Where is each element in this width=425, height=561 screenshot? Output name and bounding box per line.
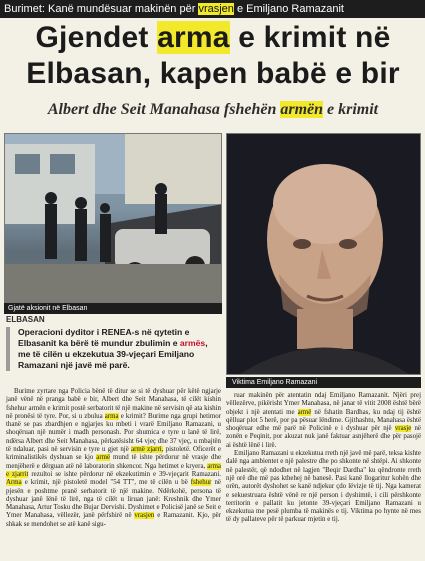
article-highlight: armë (96, 454, 111, 462)
article-paragraph (226, 392, 421, 450)
kicker-text: Burimet: Kanë mundësuar makinën për (4, 3, 199, 15)
article-text: Burime zyrtare nga Policia bënë të ditur se si të dyshuar për këtë ngjarje janë vënë në pranga babë e bir, Albert dhe Seit Manahasa, të cilët kishin fshehur armën e krimit postë serbatorit të një makine në servisin që ata kishin në pronësi të tyre. Por, si u zbulua (6, 388, 221, 420)
subheadline (6, 101, 420, 119)
kicker-text-end: e Emiljano Ramazanit (233, 3, 344, 15)
article-highlight: armë zjarri, (131, 446, 164, 454)
headline-text: Gjendet (35, 21, 158, 54)
article-highlight: vrasje (394, 425, 412, 433)
headline-text-end: e krimit në (229, 21, 391, 54)
article-text: mund të ishte përdorur në vrasje dhe menjëherë e dërguan atë në laboratorin shkencor. Nga hetimet e kryera, (6, 454, 221, 470)
article-highlight: arma e zjarrit (6, 462, 221, 478)
lead-highlight: armës (179, 338, 206, 348)
headline-line-2: Elbasan, kapen babë e bir (26, 57, 400, 90)
article-column-right (226, 392, 421, 525)
article-column-left (6, 388, 221, 529)
article-highlight: Arma (6, 479, 22, 487)
article-text: në pjesën e poshtme pranë serbatorit të një makine. Ndërkohë, persona të dyshuar janë lënë të lirë, nga të cilët u liruan janë: Kreshnik dhe Ymer Manahasa, Artur Tosku dhe Bujar Dervishi. Dyshimet e Policisë janë se Seit e Ymer Manahasa, vëllezër, janë përfshirë në (6, 479, 221, 520)
headline-line-1 (6, 20, 420, 56)
subhead-highlight: armën (280, 101, 324, 118)
lead-paragraph (6, 327, 221, 371)
article-text: e krimit? Burime nga grupi hetimor thanë se pas zbardhjen e ngjarjes ku mbeti i vrarë Emiljano Ramazani, u shoqëruan një numër i madh personash. Por shumica e tyre u lanë të lirë, ndërsa Albert dhe Seit Manahasa, përkatësisht 64 vjeç dhe 37 vjeç, u mbajtën të ndaluar, pasi në servisin e tyre u gjet një (6, 412, 222, 454)
article-text: në zonën e Peqinit, por akuzat nuk janë faktuar asnjëherë dhe për pasojë ai është lënë i lirë. (226, 425, 421, 449)
raid-photo-drawing (5, 134, 222, 303)
subhead-text: Albert dhe Seit Manahasa fshehën (47, 101, 281, 118)
dateline: ELBASAN (6, 315, 45, 324)
raid-photo (4, 133, 222, 303)
headline (6, 20, 420, 92)
kicker-highlight: vrasjen (198, 3, 234, 15)
article-text: rezultoi se ishte përdorur në ekzekutimin e 39-vjeçarit Ramazani. (28, 470, 222, 478)
victim-portrait (227, 134, 421, 375)
article-text: e Ramazanit. Kjo, për shkak se mendohet se atë kanë sigu- (6, 512, 221, 528)
lead-text: Operacioni dyditor i RENEA-s në qytetin e Elbasanit ka bërë të mundur zbulimin e (18, 327, 190, 348)
article-highlight: vrasjen (134, 512, 155, 520)
article-text: në fshatin Bardhas, ku ndaj tij është qëlluar plot 5 herë, por pa pësuar lëndime. Gjithashtu, Manahasa është shoqëruar edhe më parë në Policinë e i dyshuar për një (226, 408, 421, 433)
lead-text-end: , me të cilën u ekzekutua 39-vjeçari Emiljano Ramazani një javë më parë. (18, 338, 208, 370)
article-paragraph (6, 388, 221, 529)
article-highlight: armë (297, 408, 312, 416)
raid-photo-caption: Gjatë aksionit në Elbasan (4, 303, 222, 314)
headline-highlight: arma (157, 21, 230, 54)
article-text: e krimit, një pistoletë model "54 TT", me të cilën u bë (21, 479, 191, 487)
subhead-text-end: e krimit (323, 101, 379, 118)
victim-photo-caption: Viktima Emiljano Ramazani (226, 377, 421, 388)
victim-photo (226, 133, 421, 375)
article-text: ruar makinën për atentatin ndaj Emiljano Ramazanit. Njëri prej vëllezërve, pikërisht Ymer Manahasa, në janar të vitit 2008 është bërë objekt i një atentati me (226, 392, 421, 416)
article-highlight: arma (104, 412, 119, 420)
article-paragraph: Emiljano Ramazani u ekzekutua rreth një javë më parë, teksa kishte dalë nga ambientet e një palestre dhe po shkonte në shtëpi. Ai shkonte në palestër, që ndodhet në lagjen "Beqir Dardha" ku qëndronte rreth një orë dhe më pas kthehej në banesë. Pasi kanë llogaritur kohën dhe orën, autorët dyshohet se kanë ndjekur çdo lëvizje të tij. Nga kamerat e sekuestruara është vënë re një person i dyshimtë, i cili përshkonte territorin e pallatit ku jetonte 39-vjeçari Emiljano Ramazani u ekzekutua me pesë plumba të makinës e tij. Viktima po hynte në mes të dy pallateve për të parkuar mjetin e tij. (226, 450, 421, 524)
kicker-bar (0, 0, 425, 18)
article-highlight: fshehur (190, 479, 212, 487)
article-text: pistoletë. Oficerët e kriminalistikës dyshuan se kjo (6, 446, 221, 462)
